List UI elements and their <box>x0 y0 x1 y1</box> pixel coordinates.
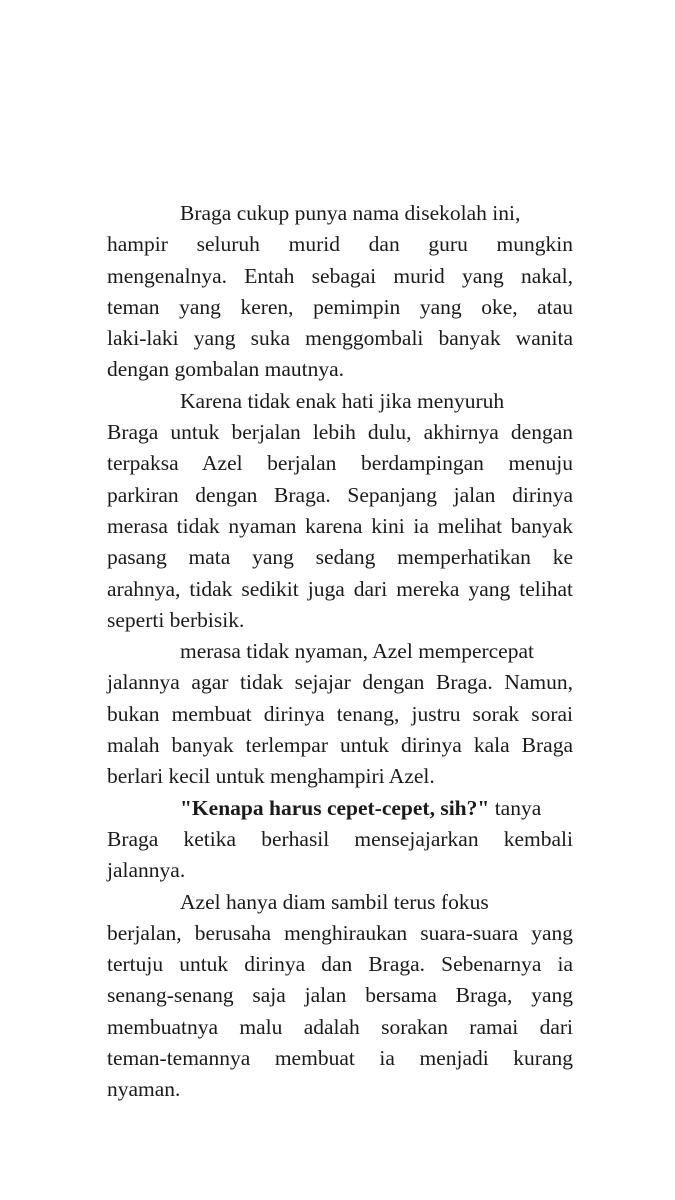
text-line: dengan gombalan mautnya. <box>107 357 345 382</box>
text-line: jalannya agar tidak sejajar dengan Braga. Namun, <box>107 670 573 695</box>
text-line: membuatnya malu adalah sorakan ramai dari <box>107 1014 573 1039</box>
text-line: terpaksa Azel berjalan berdampingan menuju <box>107 451 573 476</box>
text-line: bukan membuat dirinya tenang, justru sorak sorai <box>107 701 573 726</box>
dialog-tag: tanya <box>489 795 542 820</box>
text-line: berlari kecil untuk menghampiri Azel. <box>107 764 435 789</box>
text-line: nyaman. <box>107 1077 181 1102</box>
text-line: hampir seluruh murid dan guru mungkin <box>107 232 573 257</box>
text-line: Karena tidak enak hati jika menyuruh <box>180 388 505 413</box>
text-line: senang-senang saja jalan bersama Braga, yang <box>107 983 573 1008</box>
text-line: parkiran dengan Braga. Sepanjang jalan dirinya <box>107 482 573 507</box>
text-line: Braga ketika berhasil mensejajarkan kembali <box>107 826 573 851</box>
paragraph <box>107 386 573 636</box>
text-line: Braga untuk berjalan lebih dulu, akhirnya dengan <box>107 420 573 445</box>
paragraph <box>107 887 573 1106</box>
paragraph <box>107 198 573 386</box>
text-line: teman yang keren, pemimpin yang oke, atau <box>107 294 573 319</box>
book-page-text <box>107 198 573 1106</box>
text-line: malah banyak terlempar untuk dirinya kala Braga <box>107 733 573 758</box>
text-line: mengenalnya. Entah sebagai murid yang nakal, <box>107 263 573 288</box>
text-line: merasa tidak nyaman, Azel mempercepat <box>180 639 534 664</box>
text-line: teman-temannya membuat ia menjadi kurang <box>107 1046 573 1071</box>
text-line: berjalan, berusaha menghiraukan suara-suara yang <box>107 920 573 945</box>
paragraph <box>107 793 573 887</box>
text-line: jalannya. <box>107 858 186 883</box>
paragraph <box>107 636 573 792</box>
text-line: Azel hanya diam sambil terus fokus <box>180 889 489 914</box>
text-line: arahnya, tidak sedikit juga dari mereka yang telihat <box>107 576 573 601</box>
dialog-quote: "Kenapa harus cepet-cepet, sih?" <box>180 795 490 820</box>
text-line: merasa tidak nyaman karena kini ia melihat banyak <box>107 513 573 538</box>
dialog-line <box>107 793 573 824</box>
text-line: seperti berbisik. <box>107 607 245 632</box>
text-line: Braga cukup punya nama disekolah ini, <box>180 201 521 225</box>
text-line: laki-laki yang suka menggombali banyak wanita <box>107 326 573 351</box>
text-line: pasang mata yang sedang memperhatikan ke <box>107 545 573 570</box>
text-line: tertuju untuk dirinya dan Braga. Sebenarnya ia <box>107 952 573 977</box>
